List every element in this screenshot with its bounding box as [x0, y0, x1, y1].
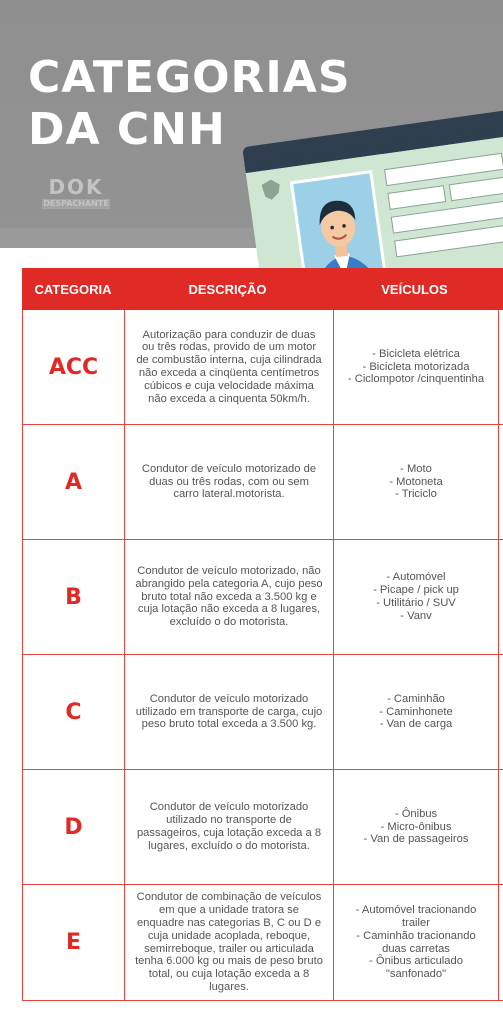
category-description: Condutor de veículo motorizado, não abrangido pela categoria A, cujo peso bruto total não exceda a 3.500 kg e cuja lotação não exceda a 8 lugares, excluído o do motorista. — [124, 540, 334, 654]
category-code: ACC — [22, 310, 124, 424]
vehicle-item: - Moto — [400, 462, 432, 475]
category-vehicles — [334, 770, 499, 884]
table-row — [22, 540, 503, 655]
category-vehicles — [334, 425, 499, 539]
category-code: C — [22, 655, 124, 769]
vehicle-item: - Van de passageiros — [363, 833, 469, 846]
vehicle-item: - Caminhão — [387, 692, 445, 705]
vehicle-item: - Caminhonete — [379, 705, 453, 718]
vehicle-item: - Van de carga — [379, 718, 453, 731]
vehicle-item: - Caminhão tracionando duas carretas — [356, 929, 476, 955]
category-vehicles — [334, 310, 499, 424]
table-header — [22, 268, 503, 310]
category-description: Condutor de combinação de veículos em que a unidade tratora se enquadre nas categorias B, C ou D e cuja unidade acoplada, reboque, semirreboque, trailer ou articulada tenha 6.000 kg ou mais de peso bruto total, ou cuja lotação exceda a 8 lugares. — [124, 885, 334, 1000]
column-header-descricao: DESCRIÇÃO — [188, 281, 267, 297]
vehicle-item: - Triciclo — [395, 488, 437, 501]
table-row — [22, 425, 503, 540]
category-vehicles — [334, 655, 499, 769]
logo-sub-text: DESPACHANTE — [43, 199, 109, 208]
vehicle-item: - Micro-ônibus — [380, 820, 452, 833]
vehicle-item: - Ônibus articulado "sanfonado" — [369, 955, 463, 981]
column-header-categoria: CATEGORIA — [34, 281, 112, 297]
title-line-1: CATEGORIAS — [28, 52, 351, 103]
vehicle-item: - Automóvel tracionando trailer — [355, 904, 477, 929]
category-description: Condutor de veículo motorizado de duas ou três rodas, com ou sem carro lateral.motorista. — [124, 425, 334, 539]
category-code: A — [22, 425, 124, 539]
table-row — [22, 655, 503, 770]
cnh-categories-table — [22, 268, 503, 1001]
vehicle-item: - Picape / pick up — [373, 584, 459, 597]
table-row — [22, 885, 503, 1000]
logo-main-text: DOK — [48, 175, 104, 199]
vehicle-item: - Bicicleta motorizada — [362, 360, 470, 373]
title-line-2: DA CNH — [28, 104, 226, 155]
category-vehicles — [334, 540, 499, 654]
table-body — [22, 310, 503, 1001]
category-description: Condutor de veículo motorizado utilizado no transporte de passageiros, cuja lotação exceda a 8 lugares, excluído o do motorista. — [124, 770, 334, 884]
category-description: Condutor de veículo motorizado utilizado em transporte de carga, cujo peso bruto total exceda a 3.500 kg. — [124, 655, 334, 769]
category-code: D — [22, 770, 124, 884]
category-description: Autorização para conduzir de duas ou três rodas, provido de um motor de combustão interna, cuja cilindrada não exceda a cinqüenta centímetros cúbicos e cuja velocidade máxima não exceda a cinquenta 50km/h. — [124, 310, 334, 424]
table-row — [22, 310, 503, 425]
column-header-veiculos: VEÍCULOS — [381, 281, 448, 297]
vehicle-item: - Ônibus — [394, 807, 438, 820]
category-code: B — [22, 540, 124, 654]
category-code: E — [22, 885, 124, 1000]
vehicle-item: - Ciclompotor /cinquentinha — [347, 373, 485, 386]
table-row — [22, 770, 503, 885]
dok-despachante-logo — [42, 176, 110, 212]
vehicle-item: - Automóvel — [386, 571, 446, 584]
driver-license-card-illustration — [240, 100, 503, 280]
vehicle-item: - Bicicleta elétrica — [372, 347, 460, 360]
category-vehicles — [334, 885, 499, 1000]
vehicle-item: - Vanv — [400, 609, 432, 622]
vehicle-item: - Utilitário / SUV — [376, 597, 456, 609]
vehicle-item: - Motoneta — [389, 475, 443, 488]
